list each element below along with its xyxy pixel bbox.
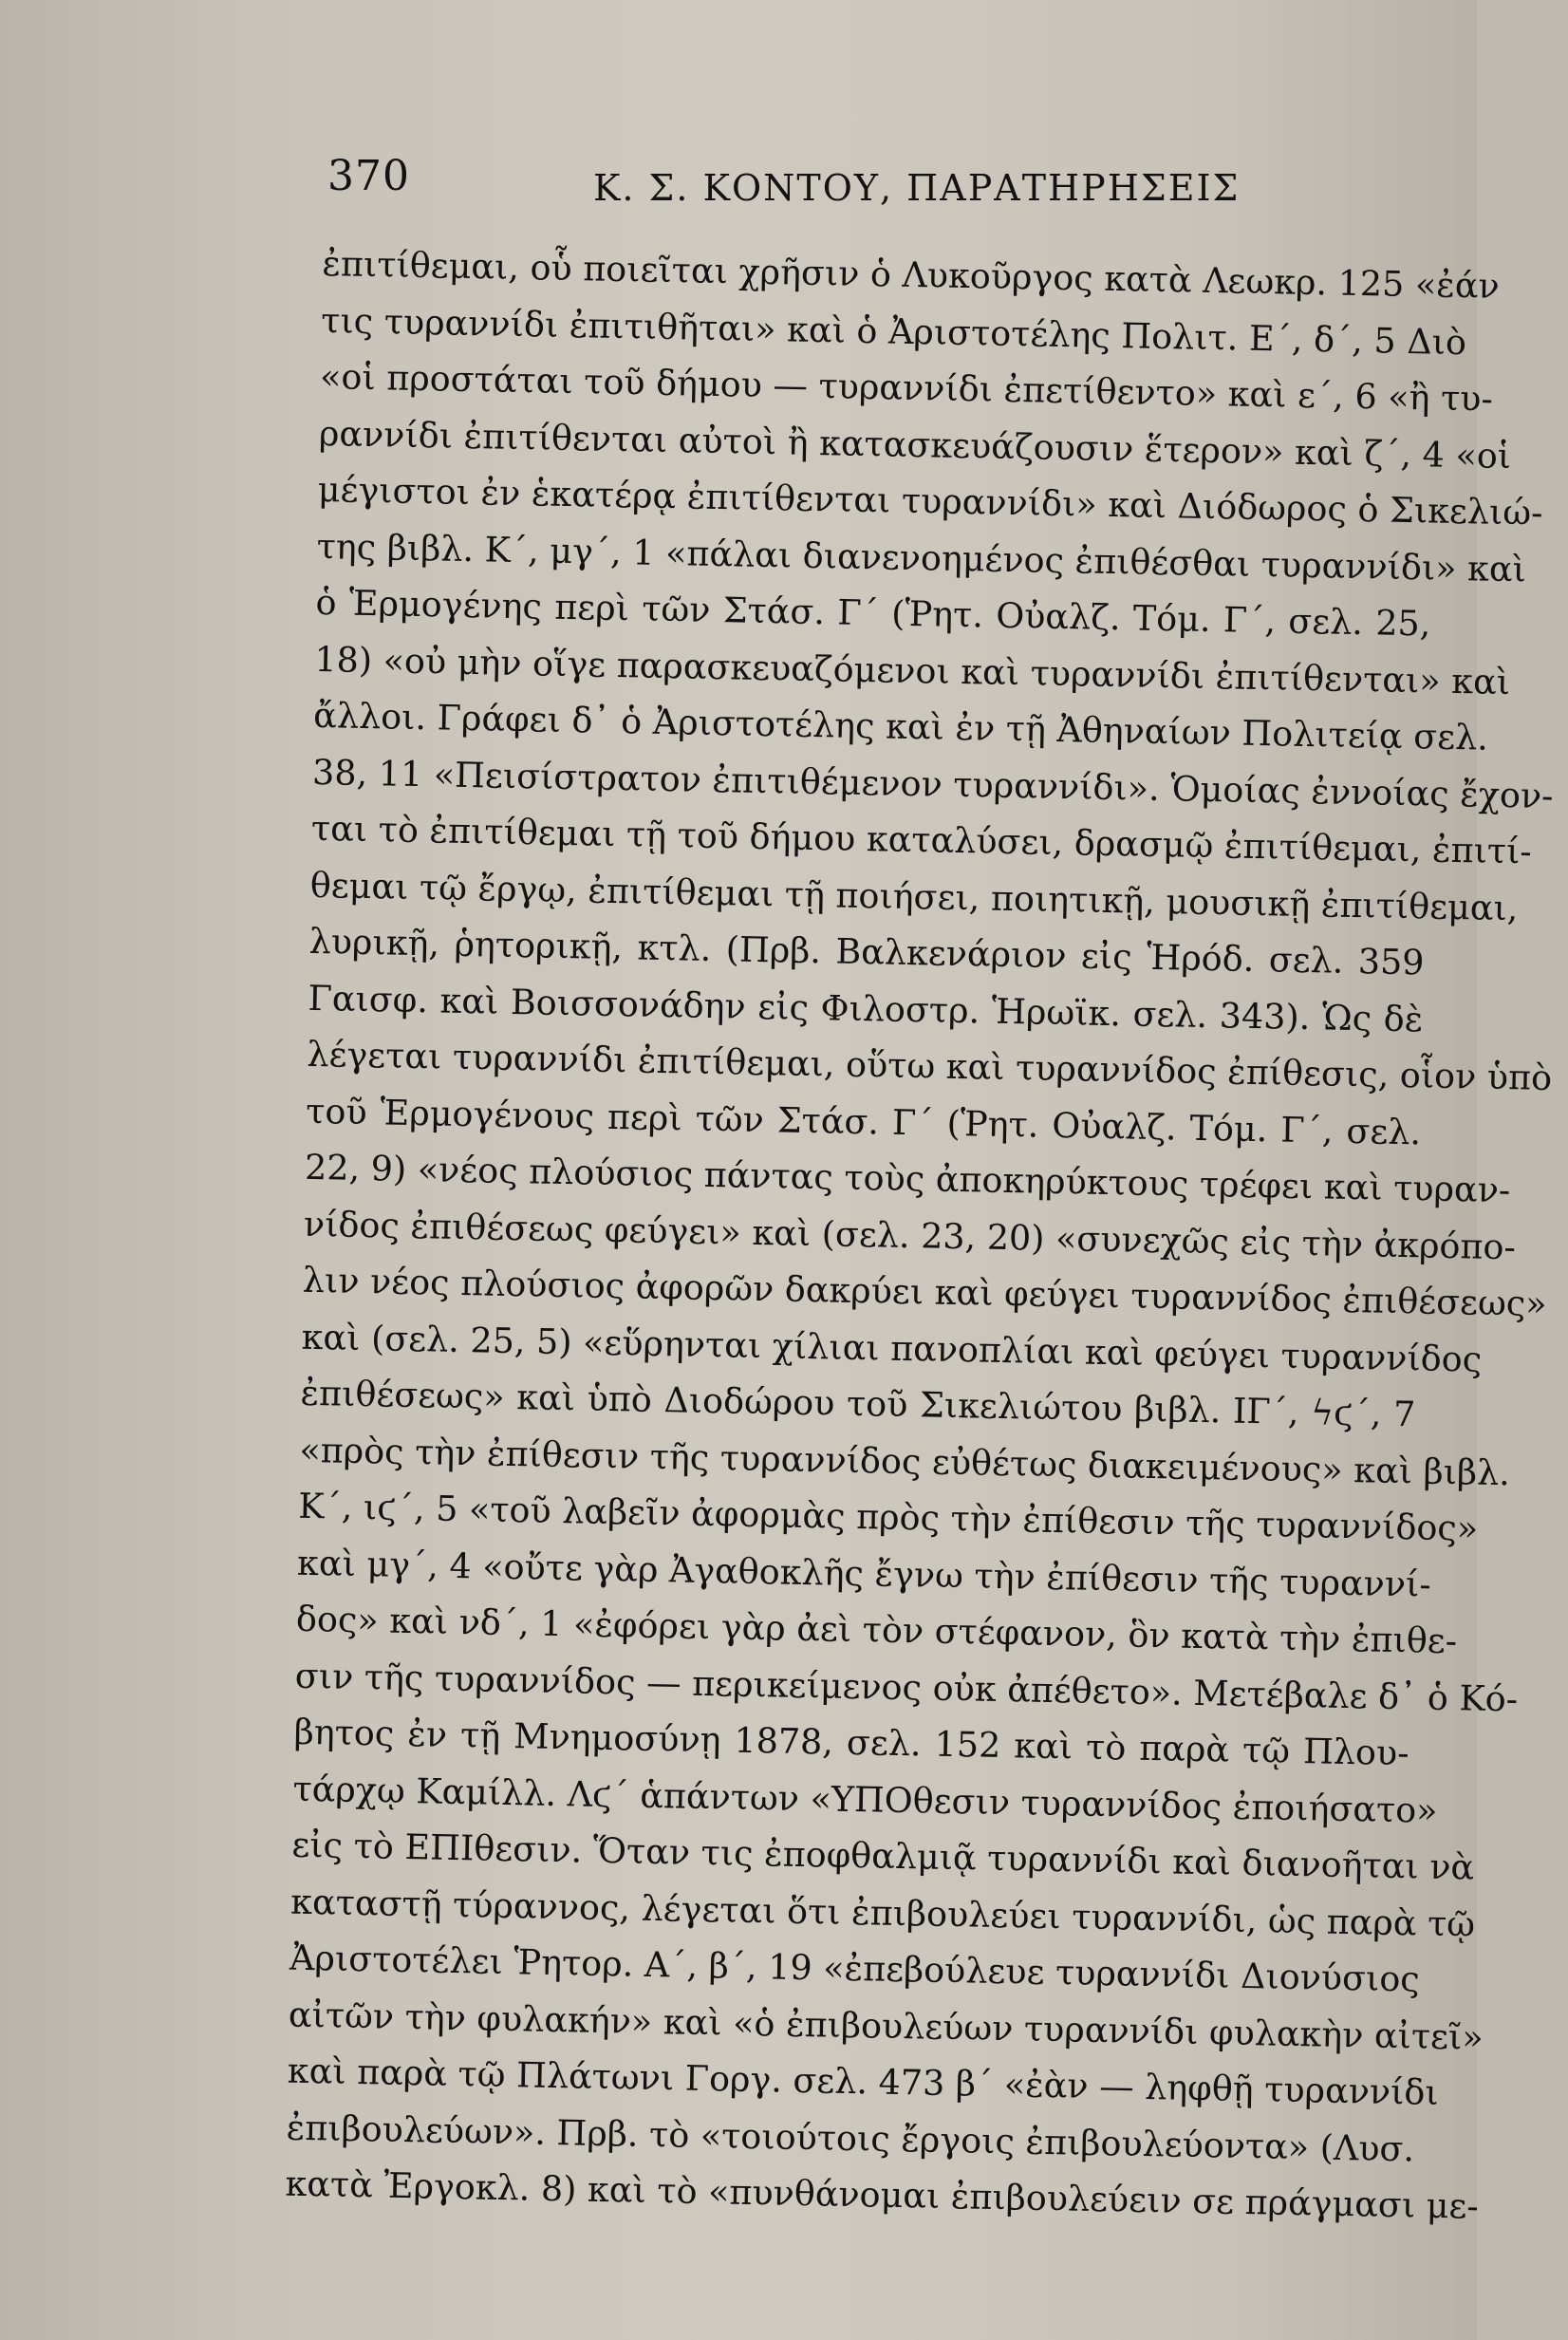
text-line: ἐπιτίθεμαι, οὗ ποιεῖται χρῆσιν ὁ Λυκοῦργος κατὰ Λεωκρ. 125 «ἐάν — [322, 242, 1501, 307]
text-line: νίδος ἐπιθέσεως φεύγει» καὶ (σελ. 23, 20) «συνεχῶς εἰς τὴν ἀκρόπο- — [303, 1203, 1517, 1267]
page-header — [327, 142, 1438, 209]
text-line: τάρχῳ Καμίλλ. Λϛ΄ ἁπάντων «ΥΠΟθεσιν τυραννίδος ἐποιήσατο» — [292, 1768, 1438, 1831]
text-line: λυρικῇ, ῥητορικῇ, κτλ. (Πρβ. Βαλκενάριον εἰς Ἡρόδ. σελ. 359 — [308, 920, 1425, 983]
text-line: καὶ (σελ. 25, 5) «εὕρηνται χίλιαι πανοπλίαι καὶ φεύγει τυραννίδος — [301, 1316, 1483, 1380]
text-line: εἰς τὸ ΕΠΙθεσιν. Ὅταν τις ἐποφθαλμιᾷ τυραννίδι καὶ διανοῆται νὰ — [291, 1824, 1475, 1888]
text-line: τις τυραννίδι ἐπιτιθῆται» καὶ ὁ Ἀριστοτέλης Πολιτ. Ε΄, δ΄, 5 Διὸ — [320, 299, 1467, 363]
text-line: 38, 11 «Πεισίστρατον ἐπιτιθέμενον τυραννίδι». Ὁμοίας ἐννοίας ἔχον- — [311, 751, 1554, 816]
text-line: δος» καὶ νδ΄, 1 «ἐφόρει γὰρ ἀεὶ τὸν στέφανον, ὃν κατὰ τὴν ἐπιθε- — [295, 1598, 1458, 1662]
text-line: ραννίδι ἐπιτίθενται αὐτοὶ ἢ κατασκευάζουσιν ἕτερον» καὶ ζ΄, 4 «οἱ — [318, 412, 1512, 477]
text-line: της βιβλ. Κ΄, μγ΄, 1 «πάλαι διανενοημένος ἐπιθέσθαι τυραννίδι» καὶ — [316, 525, 1527, 590]
text-line: καὶ μγ΄, 4 «οὔτε γὰρ Ἀγαθοκλῆς ἔγνω τὴν ἐπίθεσιν τῆς τυραννί- — [296, 1542, 1432, 1605]
running-head: Κ. Σ. ΚΟΝΤΟΥ, ΠΑΡΑΤΗΡΗΣΕΙΣ — [593, 167, 1241, 209]
text-line: σιν τῆς τυραννίδος — περικείμενος οὐκ ἀπέθετο». Μετέβαλε δ᾽ ὁ Κό- — [294, 1655, 1519, 1719]
text-line: θεμαι τῷ ἔργῳ, ἐπιτίθεμαι τῇ ποιήσει, ποιητικῇ, μουσικῇ ἐπιτίθεμαι, — [309, 864, 1519, 928]
text-line: κατὰ Ἐργοκλ. 8) καὶ τὸ «πυνθάνομαι ἐπιβουλεύειν σε πράγμασι με- — [285, 2162, 1480, 2227]
text-line: ἄλλοι. Γράφει δ᾽ ὁ Ἀριστοτέλης καὶ ἐν τῇ Ἀθηναίων Πολιτείᾳ σελ. — [312, 694, 1489, 758]
text-line: «οἱ προστάται τοῦ δήμου — τυραννίδι ἐπετίθεντο» καὶ ε΄, 6 «ἢ τυ- — [319, 355, 1494, 420]
text-line: 22, 9) «νέος πλούσιος πάντας τοὺς ἀποκηρύκτους τρέφει καὶ τυραν- — [304, 1146, 1511, 1211]
text-line: καὶ παρὰ τῷ Πλάτωνι Γοργ. σελ. 473 β΄ «ἐὰν — ληφθῇ τυραννίδι — [287, 2050, 1440, 2113]
text-line: «πρὸς τὴν ἐπίθεσιν τῆς τυραννίδος εὐθέτως διακειμένους» καὶ βιβλ. — [299, 1429, 1511, 1493]
text-line: βητος ἐν τῇ Μνημοσύνῃ 1878, σελ. 152 καὶ τὸ παρὰ τῷ Πλου- — [293, 1711, 1409, 1774]
text-line: Γαισφ. καὶ Βοισσονάδην εἰς Φιλοστρ. Ἡρωϊκ. σελ. 343). Ὡς δὲ — [308, 977, 1424, 1039]
text-line: Κ΄, ιϛ΄, 5 «τοῦ λαβεῖν ἀφορμὰς πρὸς τὴν ἐπίθεσιν τῆς τυραννίδος» — [297, 1485, 1479, 1549]
text-line: λέγεται τυραννίδι ἐπιτίθεμαι, οὕτω καὶ τυραννίδος ἐπίθεσις, οἷον ὑπὸ — [307, 1033, 1553, 1099]
text-line: ται τὸ ἐπιτίθεμαι τῇ τοῦ δήμου καταλύσει, δρασμῷ ἐπιτίθεμαι, ἐπιτί- — [310, 807, 1533, 872]
page-number: 370 — [327, 152, 410, 200]
body-text — [285, 235, 1554, 2234]
text-line: Ἀριστοτέλει Ῥητορ. Α΄, β΄, 19 «ἐπεβούλευε τυραννίδι Διονύσιος — [289, 1937, 1421, 2000]
text-line: καταστῇ τύραννος, λέγεται ὅτι ἐπιβουλεύει τυραννίδι, ὡς παρὰ τῷ — [289, 1881, 1476, 1945]
text-line: λιν νέος πλούσιος ἀφορῶν δακρύει καὶ φεύγει τυραννίδος ἐπιθέσεως» — [302, 1259, 1547, 1324]
text-line: 18) «οὐ μὴν οἵγε παρασκευαζόμενοι καὶ τυραννίδι ἐπιτίθενται» καὶ — [314, 638, 1511, 702]
text-line: αἰτῶν τὴν φυλακήν» καὶ «ὁ ἐπιβουλεύων τυραννίδι φυλακὴν αἰτεῖ» — [288, 1994, 1484, 2058]
text-line: μέγιστοι ἐν ἑκατέρᾳ ἐπιτίθενται τυραννίδι» καὶ Διόδωρος ὁ Σικελιώ- — [317, 468, 1543, 534]
text-line: ἐπιθέσεως» καὶ ὑπὸ Διοδώρου τοῦ Σικελιώτου βιβλ. ΙΓ΄, ϟϛ΄, 7 — [300, 1372, 1416, 1435]
text-line: ἐπιβουλεύων». Πρβ. τὸ «τοιούτοις ἔργοις ἐπιβουλεύοντα» (Λυσ. — [286, 2106, 1415, 2169]
text-line: ὁ Ἑρμογένης περὶ τῶν Στάσ. Γ΄ (Ῥητ. Οὐαλζ. Τόμ. Γ΄, σελ. 25, — [315, 581, 1431, 645]
text-line: τοῦ Ἑρμογένους περὶ τῶν Στάσ. Γ΄ (Ῥητ. Οὐαλζ. Τόμ. Γ΄, σελ. — [305, 1090, 1422, 1152]
